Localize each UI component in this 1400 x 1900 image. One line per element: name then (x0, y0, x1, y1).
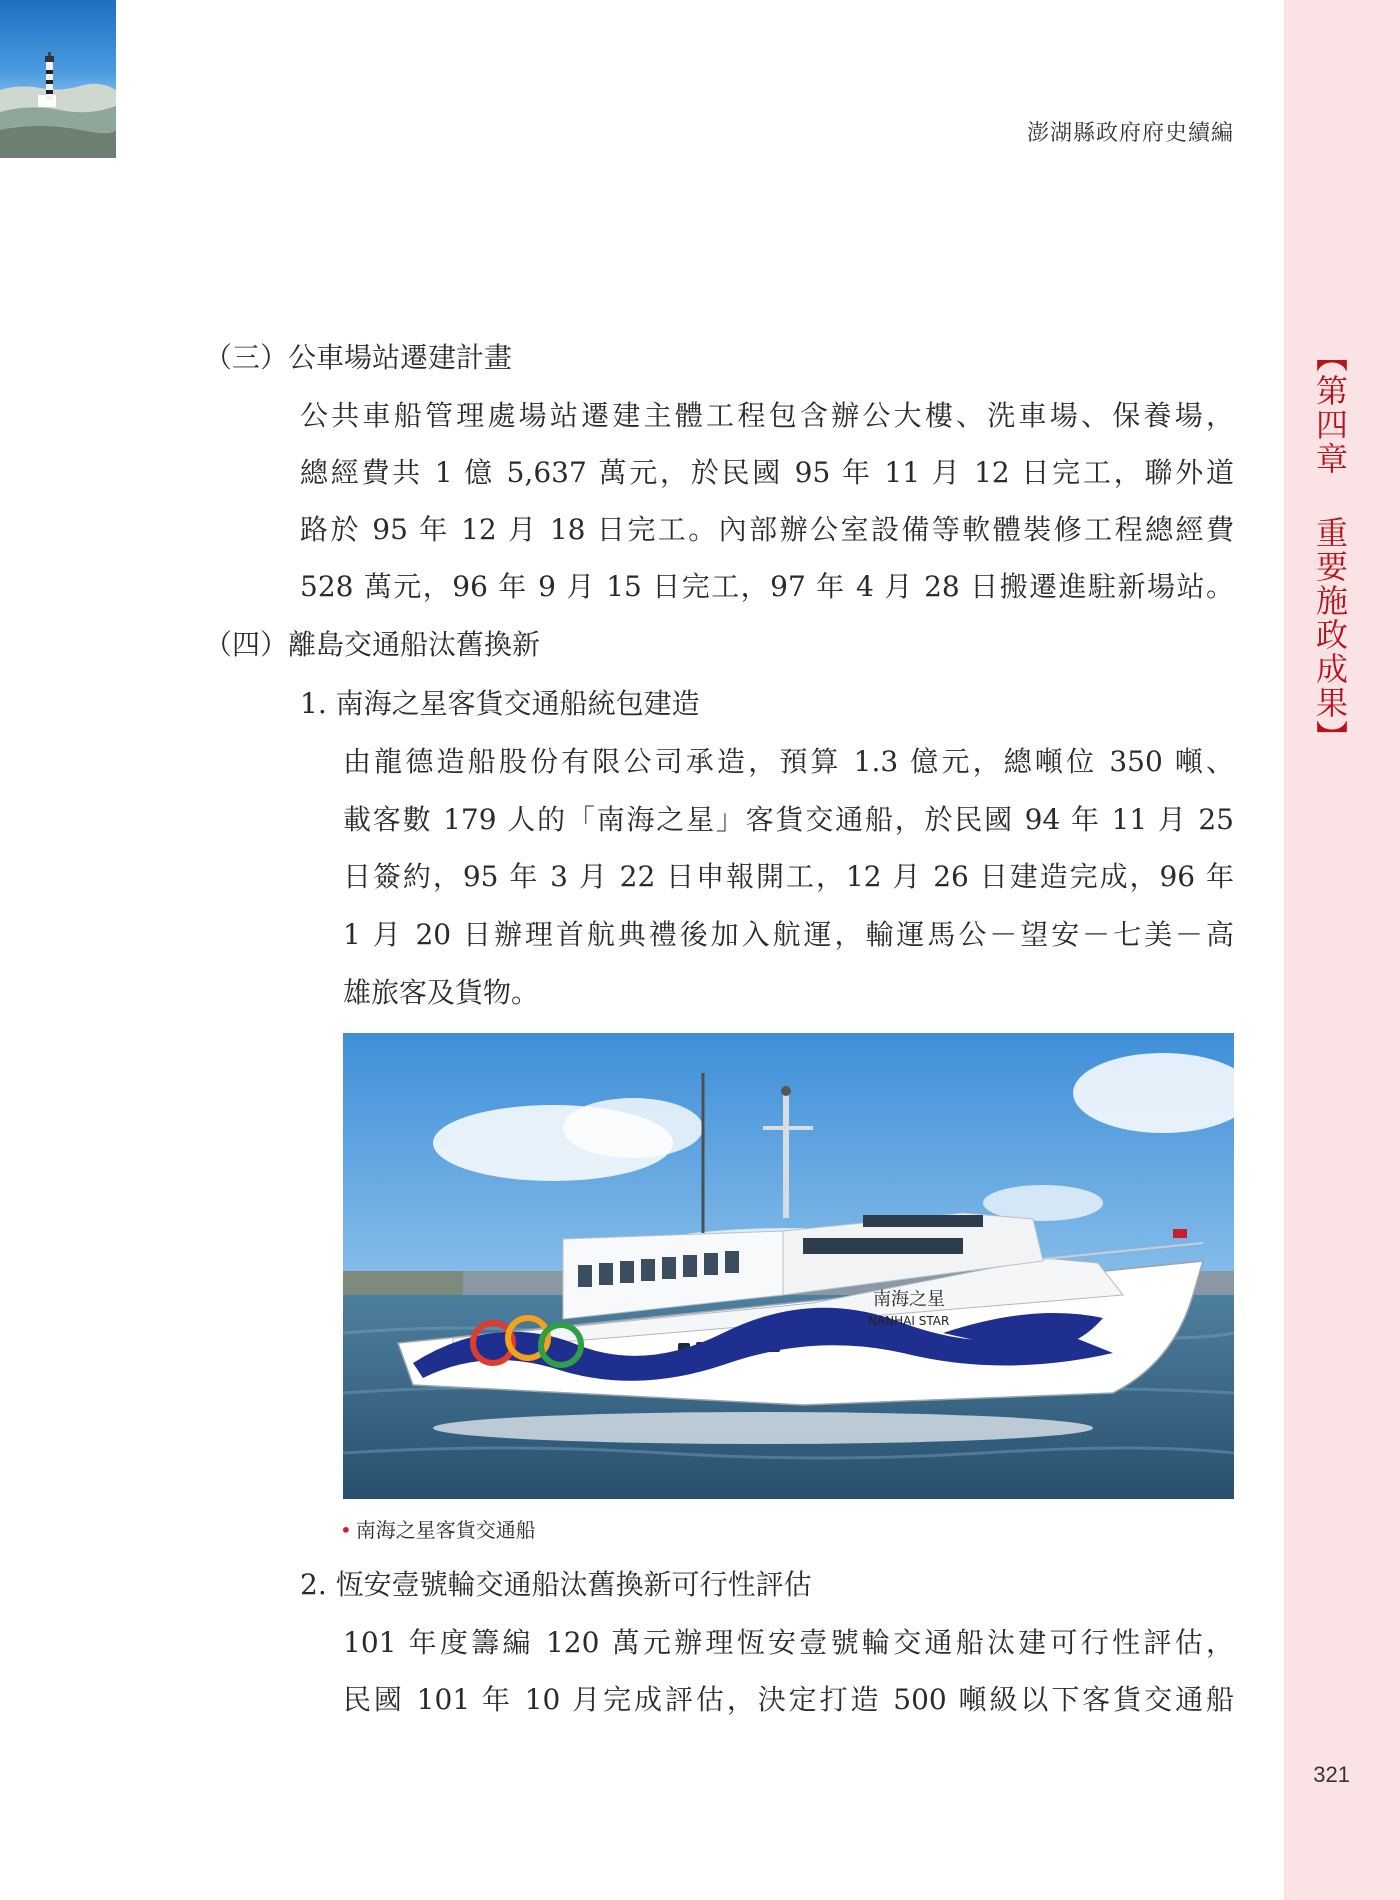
body-line: 載客數 179 人的「南海之星」客貨交通船，於民國 94 年 11 月 25 (343, 803, 1234, 836)
section-heading-4: （四）離島交通船汰舊換新 (204, 628, 541, 661)
body-line: 總經費共 1 億 5,637 萬元，於民國 95 年 11 月 12 日完工，聯外道 (300, 456, 1234, 489)
page-number: 321 (1313, 1762, 1350, 1787)
chapter-tab: 【第四章 重要施政成果】 (1311, 340, 1349, 754)
photo-caption (340, 1514, 536, 1543)
lighthouse-icon (0, 0, 116, 158)
body-line: 公共車船管理處場站遷建主體工程包含辦公大樓、洗車場、保養場， (300, 399, 1234, 432)
ship-name-en: NANHAI STAR (868, 1314, 950, 1328)
body-line: 日簽約，95 年 3 月 22 日申報開工，12 月 26 日建造完成，96 年 (343, 860, 1234, 893)
caption-bullet-icon: • (340, 1518, 352, 1542)
body-line: 由龍德造船股份有限公司承造，預算 1.3 億元，總噸位 350 噸、 (343, 745, 1234, 778)
sidebar-band (1284, 0, 1400, 1900)
ship-name-cn: 南海之星 (873, 1289, 945, 1310)
ship-photo (343, 1033, 1234, 1499)
item-title-1: 1. 南海之星客貨交通船統包建造 (300, 687, 700, 720)
body-line: 101 年度籌編 120 萬元辦理恆安壹號輪交通船汰建可行性評估， (343, 1626, 1234, 1659)
body-line: 1 月 20 日辦理首航典禮後加入航運，輸運馬公－望安－七美－高 (343, 918, 1234, 951)
body-line: 528 萬元，96 年 9 月 15 日完工，97 年 4 月 28 日搬遷進駐新場站。 (300, 570, 1234, 603)
item-title-2: 2. 恆安壹號輪交通船汰舊換新可行性評估 (300, 1568, 812, 1601)
caption-text: 南海之星客貨交通船 (355, 1518, 536, 1542)
lighthouse-photo (0, 0, 116, 158)
body-line: 路於 95 年 12 月 18 日完工。內部辦公室設備等軟體裝修工程總經費 (300, 513, 1234, 546)
body-line: 雄旅客及貨物。 (343, 976, 540, 1009)
section-heading-3: （三）公車場站遷建計畫 (204, 341, 513, 374)
running-header: 澎湖縣政府府史續編 (1026, 121, 1234, 146)
body-line: 民國 101 年 10 月完成評估，決定打造 500 噸級以下客貨交通船 (343, 1683, 1234, 1716)
